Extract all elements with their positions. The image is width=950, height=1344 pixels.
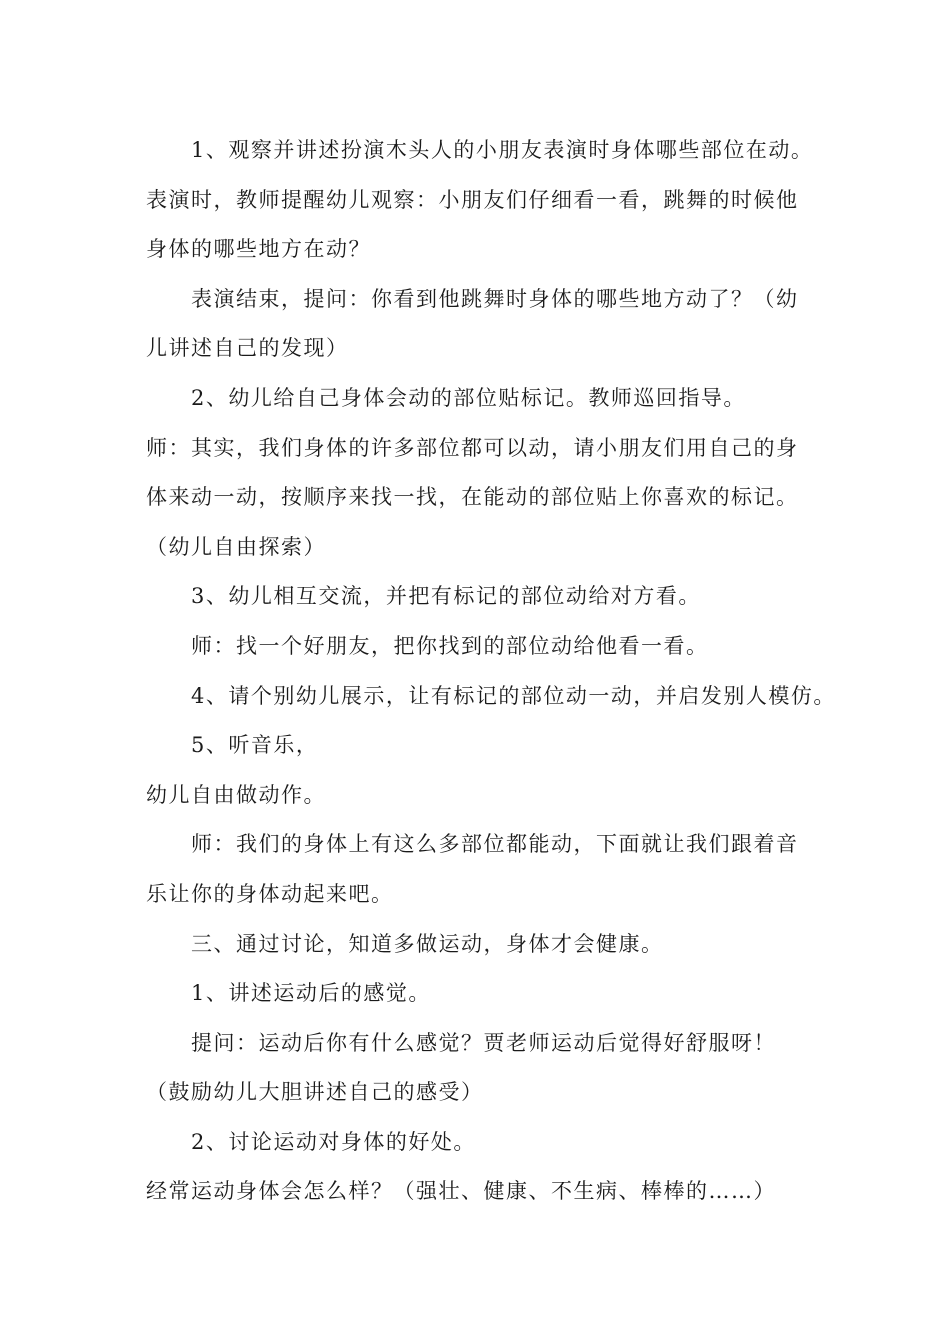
text-line: 1、讲述运动后的感觉。 (191, 981, 431, 1006)
text-line: 表演结束，提问：你看到他跳舞时身体的哪些地方动了？（幼 (191, 286, 799, 311)
text-line: 3、幼儿相互交流，并把有标记的部位动给对方看。 (191, 584, 701, 609)
text-line: 师：找一个好朋友，把你找到的部位动给他看一看。 (191, 633, 709, 658)
text-line: 2、幼儿给自己身体会动的部位贴标记。教师巡回指导。 (191, 385, 746, 410)
text-line: 2、讨论运动对身体的好处。 (191, 1129, 476, 1154)
text-line: 1、观察并讲述扮演木头人的小朋友表演时身体哪些部位在动。 (191, 138, 814, 162)
text-line: 体来动一动，按顺序来找一找，在能动的部位贴上你喜欢的标记。 (146, 485, 799, 510)
document-body (146, 126, 836, 1217)
text-line: 身体的哪些地方在动？ (146, 237, 371, 262)
text-line: 师：我们的身体上有这么多部位都能动，下面就让我们跟着音 (191, 832, 799, 857)
text-line: 乐让你的身体动起来吧。 (146, 881, 394, 906)
text-line: 表演时，教师提醒幼儿观察：小朋友们仔细看一看，跳舞的时候他 (146, 187, 799, 212)
text-line: 儿讲述自己的发现） (146, 336, 349, 361)
text-line: （鼓励幼儿大胆讲述自己的感受） (146, 1080, 484, 1105)
text-line: 三、通过讨论，知道多做运动，身体才会健康。 (191, 931, 664, 956)
text-line: （幼儿自由探索） (146, 534, 326, 559)
text-line: 4、请个别幼儿展示，让有标记的部位动一动，并启发别人模仿。 (191, 683, 836, 708)
text-line: 幼儿自由做动作。 (146, 782, 326, 807)
text-line: 经常运动身体会怎么样？（强壮、健康、不生病、棒棒的……） (146, 1179, 776, 1204)
text-line: 5、听音乐， (191, 733, 319, 758)
text-line: 提问：运动后你有什么感觉？贾老师运动后觉得好舒服呀！ (191, 1030, 776, 1055)
text-line: 师：其实，我们身体的许多部位都可以动，请小朋友们用自己的身 (146, 435, 799, 460)
